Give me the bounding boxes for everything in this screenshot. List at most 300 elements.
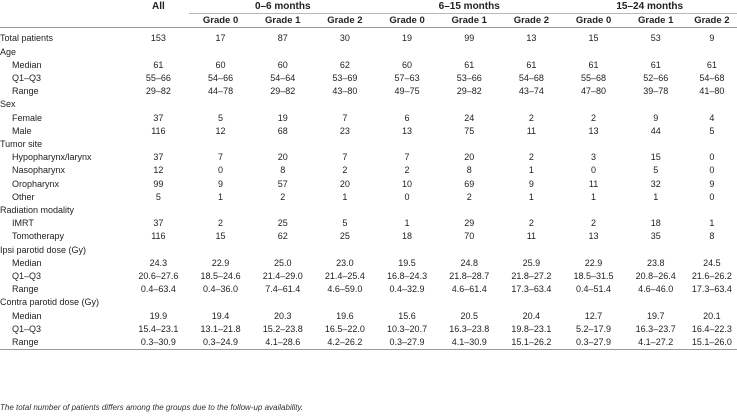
table-cell: 1 <box>218 191 224 202</box>
table-cell <box>625 138 687 151</box>
table-cell: 60 <box>277 59 288 70</box>
table-cell: 19 <box>277 112 288 123</box>
table-cell <box>438 204 500 217</box>
table-cell: 61 <box>588 59 599 70</box>
table-row <box>0 323 737 336</box>
row-sublabel: Other <box>12 191 35 202</box>
table-cell: 4.1–30.9 <box>438 336 500 350</box>
row-sublabel: Median <box>12 59 42 70</box>
table-cell <box>625 244 687 257</box>
table-cell: 1 <box>404 218 410 229</box>
row-label: Radiation modality <box>0 205 75 216</box>
table-cell <box>314 204 376 217</box>
table-cell: 0 <box>404 191 410 202</box>
table-cell: 24.8 <box>460 257 478 268</box>
table-cell: 4.1–27.2 <box>625 336 687 350</box>
table-cell: 0 <box>709 191 715 202</box>
table-cell: 0.4–63.4 <box>140 284 176 295</box>
table-row <box>0 59 737 72</box>
table-row <box>0 98 737 111</box>
table-cell <box>314 138 376 151</box>
table-cell: 13 <box>526 33 537 44</box>
table-cell: 15.1–26.2 <box>500 336 562 350</box>
header-row-grades <box>0 14 737 28</box>
table-cell: 12 <box>215 125 226 136</box>
row-sublabel: Nasopharynx <box>12 165 66 176</box>
table-cell: 5 <box>709 125 715 136</box>
table-cell: 12.7 <box>584 310 603 321</box>
header-group-15-24: 15–24 months <box>562 0 737 14</box>
table-cell: 43–80 <box>332 86 358 97</box>
table-cell: 2 <box>528 112 534 123</box>
table-row <box>0 125 737 138</box>
table-cell: 5 <box>155 191 161 202</box>
table-cell: 7.4–61.4 <box>265 284 301 295</box>
table-cell: 9 <box>709 178 715 189</box>
table-cell: 0.3–27.9 <box>562 336 624 350</box>
row-sublabel: Q1–Q3 <box>12 323 42 334</box>
table-cell: 4.6–46.0 <box>638 284 674 295</box>
table-cell <box>562 296 624 309</box>
row-sublabel: Oropharynx <box>12 178 60 189</box>
table-row <box>0 296 737 309</box>
table-cell: 19.6 <box>336 310 354 321</box>
table-cell: 8 <box>709 231 715 242</box>
table-cell: 15.6 <box>398 310 416 321</box>
table-cell: 2 <box>342 165 348 176</box>
table-cell: 16.3–23.8 <box>449 323 490 334</box>
table-cell: 25 <box>339 231 350 242</box>
table-cell <box>687 296 737 309</box>
table-cell <box>314 296 376 309</box>
table-cell: 20.4 <box>522 310 541 321</box>
table-cell <box>687 98 737 111</box>
table-cell <box>500 98 562 111</box>
row-label: Tumor site <box>0 139 43 150</box>
table-cell <box>438 296 500 309</box>
table-body <box>0 28 737 350</box>
table-cell: 7 <box>404 152 410 163</box>
table-cell: 2 <box>591 112 597 123</box>
header-grade: Grade 2 <box>687 14 737 28</box>
table-cell: 5.2–17.9 <box>576 323 612 334</box>
table-cell <box>376 98 438 111</box>
table-cell: 11 <box>526 125 537 136</box>
table-row <box>0 72 737 85</box>
table-cell <box>376 138 438 151</box>
table-cell: 7 <box>218 152 224 163</box>
table-row <box>0 204 737 217</box>
table-cell: 1 <box>591 191 597 202</box>
table-cell <box>127 46 189 59</box>
table-cell: 3 <box>591 152 597 163</box>
table-cell: 15 <box>650 152 661 163</box>
row-label: Ipsi parotid dose (Gy) <box>0 244 87 255</box>
row-sublabel: IMRT <box>12 218 34 229</box>
table-cell: 19 <box>402 33 413 44</box>
table-cell: 18 <box>402 231 413 242</box>
table-cell: 20 <box>277 152 288 163</box>
table-cell: 9 <box>528 178 534 189</box>
table-cell: 116 <box>151 125 166 136</box>
table-cell: 16.8–24.3 <box>387 271 428 282</box>
table-row <box>0 28 737 46</box>
table-cell <box>127 204 189 217</box>
header-grade: Grade 0 <box>189 14 251 28</box>
table-cell: 4.6–61.4 <box>451 284 487 295</box>
table-cell: 19.7 <box>646 310 665 321</box>
table-cell: 19.4 <box>211 310 230 321</box>
row-label: Age <box>0 46 17 57</box>
table-cell: 61 <box>526 59 537 70</box>
table-cell: 13.1–21.8 <box>200 323 241 334</box>
table-cell: 61 <box>153 59 164 70</box>
table-cell: 75 <box>464 125 475 136</box>
table-cell: 1 <box>653 191 659 202</box>
table-cell: 7 <box>342 152 348 163</box>
table-cell: 0.3–24.9 <box>189 336 251 350</box>
table-cell: 5 <box>218 112 224 123</box>
table-cell: 21.4–25.4 <box>324 271 365 282</box>
table-cell: 8 <box>280 165 286 176</box>
table-cell: 39–78 <box>643 86 669 97</box>
table-cell: 53 <box>650 33 661 44</box>
header-grade: Grade 0 <box>562 14 624 28</box>
table-cell <box>252 244 314 257</box>
table-cell: 10.3–20.7 <box>387 323 428 334</box>
table-cell: 2 <box>218 218 224 229</box>
table-cell <box>252 296 314 309</box>
table-cell <box>438 98 500 111</box>
table-cell <box>376 244 438 257</box>
table-row <box>0 46 737 59</box>
table-cell <box>562 244 624 257</box>
table-cell: 18.5–24.6 <box>200 271 241 282</box>
table-cell <box>127 244 189 257</box>
table-cell: 1 <box>528 165 534 176</box>
table-cell: 37 <box>153 218 164 229</box>
table-cell: 49–75 <box>394 86 420 97</box>
table-cell: 55–66 <box>145 73 171 84</box>
table-cell: 11 <box>588 178 599 189</box>
table-cell: 11 <box>526 231 537 242</box>
table-cell <box>687 138 737 151</box>
header-blank <box>0 0 127 14</box>
table-row <box>0 230 737 243</box>
table-cell: 12 <box>153 165 164 176</box>
table-cell: 16.3–23.7 <box>635 323 676 334</box>
table-cell: 153 <box>150 33 166 44</box>
table-cell: 55–68 <box>581 73 607 84</box>
table-cell: 0.3–30.9 <box>127 336 189 350</box>
table-cell: 20.3 <box>273 310 292 321</box>
table-row <box>0 164 737 177</box>
header-blank <box>0 14 127 28</box>
table-cell: 62 <box>277 231 288 242</box>
header-blank <box>127 14 189 28</box>
row-label: Contra parotid dose (Gy) <box>0 297 100 308</box>
table-row <box>0 178 737 191</box>
table-cell: 29–82 <box>456 86 482 97</box>
table-cell: 0.4–51.4 <box>576 284 612 295</box>
header-group-0-6: 0–6 months <box>189 0 376 14</box>
table-cell: 54–66 <box>208 73 234 84</box>
row-label: Sex <box>0 99 16 110</box>
table-cell: 25 <box>277 218 288 229</box>
table-cell: 2 <box>466 191 472 202</box>
table-cell: 16.4–22.3 <box>691 323 732 334</box>
table-cell <box>189 46 251 59</box>
table-cell: 22.9 <box>211 257 230 268</box>
table-cell: 21.4–29.0 <box>262 271 303 282</box>
table-cell: 17 <box>215 33 226 44</box>
table-cell: 10 <box>402 178 413 189</box>
table-cell: 29 <box>464 218 475 229</box>
table-cell: 13 <box>588 125 599 136</box>
header-grade: Grade 0 <box>376 14 438 28</box>
table-row <box>0 310 737 323</box>
table-cell: 29–82 <box>270 86 296 97</box>
table-row <box>0 336 737 350</box>
table-cell: 61 <box>706 59 717 70</box>
table-cell: 22.9 <box>584 257 603 268</box>
table-cell: 30 <box>339 33 350 44</box>
table-cell <box>189 296 251 309</box>
table-cell <box>189 244 251 257</box>
table-cell: 68 <box>277 125 288 136</box>
table-cell: 54–68 <box>699 73 725 84</box>
table-cell: 5 <box>653 165 659 176</box>
table-row <box>0 85 737 98</box>
table-cell <box>314 98 376 111</box>
table-cell: 15.2–23.8 <box>262 323 303 334</box>
table-cell: 1 <box>342 191 348 202</box>
table-cell: 2 <box>528 218 534 229</box>
table-cell: 44 <box>650 125 661 136</box>
table-cell: 60 <box>215 59 226 70</box>
table-cell: 2 <box>591 218 597 229</box>
table-cell <box>314 46 376 59</box>
table-cell: 44–78 <box>208 86 234 97</box>
table-cell: 0 <box>218 165 224 176</box>
header-grade: Grade 2 <box>314 14 376 28</box>
row-sublabel: Hypopharynx/larynx <box>12 152 92 163</box>
table-cell: 4.6–59.0 <box>327 284 363 295</box>
row-label: Total patients <box>0 33 54 44</box>
table-cell: 6 <box>404 112 410 123</box>
table-cell <box>252 138 314 151</box>
table-cell <box>625 296 687 309</box>
table-cell: 99 <box>464 33 475 44</box>
row-sublabel: Median <box>12 310 42 321</box>
table-cell <box>562 98 624 111</box>
table-cell: 17.3–63.4 <box>511 284 552 295</box>
table-cell: 35 <box>650 231 661 242</box>
table-cell: 5 <box>342 218 348 229</box>
table-cell: 116 <box>151 231 166 242</box>
header-row-groups <box>0 0 737 14</box>
row-sublabel: Range <box>12 86 39 97</box>
table-cell <box>189 138 251 151</box>
table-cell: 1 <box>528 191 534 202</box>
table-cell: 4.1–28.6 <box>252 336 314 350</box>
table-cell: 21.8–28.7 <box>449 271 490 282</box>
table-cell: 24.5 <box>703 257 721 268</box>
table-cell: 15 <box>215 231 226 242</box>
table-cell <box>376 296 438 309</box>
table-cell <box>127 296 189 309</box>
table-cell: 0.4–36.0 <box>203 284 239 295</box>
table-cell: 0 <box>709 165 715 176</box>
table-cell: 53–69 <box>332 73 358 84</box>
table-cell <box>252 46 314 59</box>
table-cell: 16.5–22.0 <box>324 323 365 334</box>
table-cell: 99 <box>153 178 164 189</box>
table-cell: 47–80 <box>581 86 607 97</box>
table-cell: 13 <box>402 125 413 136</box>
table-cell <box>500 204 562 217</box>
table-cell: 1 <box>709 218 715 229</box>
table-cell <box>376 46 438 59</box>
table-cell: 61 <box>650 59 661 70</box>
table-cell: 9 <box>218 178 224 189</box>
row-sublabel: Q1–Q3 <box>12 271 42 282</box>
table-cell: 17.3–63.4 <box>691 284 732 295</box>
table-cell: 32 <box>650 178 661 189</box>
table-cell: 37 <box>153 112 164 123</box>
row-sublabel: Male <box>12 125 32 136</box>
row-sublabel: Q1–Q3 <box>12 73 42 84</box>
header-grade: Grade 1 <box>252 14 314 28</box>
table-cell: 19.5 <box>398 257 416 268</box>
table-row <box>0 270 737 283</box>
table-cell: 2 <box>528 152 534 163</box>
table-row <box>0 217 737 230</box>
table-cell: 15.1–26.0 <box>687 336 737 350</box>
table-cell: 4 <box>709 112 715 123</box>
table-cell: 54–68 <box>518 73 544 84</box>
table-cell: 23 <box>339 125 350 136</box>
table-cell <box>189 98 251 111</box>
table-cell: 18.5–31.5 <box>573 271 614 282</box>
table-cell: 15.4–23.1 <box>138 323 179 334</box>
table-row <box>0 257 737 270</box>
table-cell: 18 <box>650 218 661 229</box>
table-cell <box>438 46 500 59</box>
table-cell: 41–80 <box>699 86 725 97</box>
table-row <box>0 283 737 296</box>
table-cell <box>625 98 687 111</box>
table-cell <box>500 296 562 309</box>
table-cell <box>189 204 251 217</box>
table-cell: 37 <box>153 152 164 163</box>
table-cell: 15 <box>588 33 599 44</box>
table-cell: 54–64 <box>270 73 296 84</box>
table-row <box>0 244 737 257</box>
table-cell <box>687 204 737 217</box>
table-cell: 23.8 <box>646 257 665 268</box>
header-grade: Grade 1 <box>438 14 500 28</box>
table-cell <box>562 204 624 217</box>
table-cell: 20 <box>464 152 475 163</box>
table-cell: 0 <box>709 152 715 163</box>
table-row <box>0 191 737 204</box>
table-cell: 0.3–27.9 <box>376 336 438 350</box>
table-cell: 20.6–27.6 <box>138 271 179 282</box>
table-cell: 20 <box>339 178 350 189</box>
table-cell: 2 <box>280 191 286 202</box>
row-sublabel: Female <box>12 112 43 123</box>
header-group-6-15: 6–15 months <box>376 0 562 14</box>
table-cell: 24.3 <box>149 257 168 268</box>
table-cell: 7 <box>342 112 348 123</box>
row-sublabel: Median <box>12 257 42 268</box>
table-cell: 0.4–32.9 <box>389 284 425 295</box>
table-cell: 8 <box>466 165 472 176</box>
table-cell: 43–74 <box>518 86 544 97</box>
table-cell <box>500 244 562 257</box>
table-cell: 60 <box>402 59 413 70</box>
header-grade: Grade 2 <box>500 14 562 28</box>
table-cell <box>127 98 189 111</box>
table-cell: 4.2–26.2 <box>314 336 376 350</box>
table-cell: 52–66 <box>643 73 669 84</box>
table-cell: 61 <box>464 59 475 70</box>
table-cell: 24 <box>464 112 475 123</box>
header-all: All <box>152 1 165 13</box>
table-cell: 2 <box>404 165 410 176</box>
table-cell <box>127 138 189 151</box>
row-sublabel: Tomotherapy <box>12 231 65 242</box>
header-grade: Grade 1 <box>625 14 687 28</box>
table-cell <box>625 46 687 59</box>
table-cell: 25.9 <box>522 257 541 268</box>
table-cell: 69 <box>464 178 475 189</box>
table-cell: 19.9 <box>149 310 168 321</box>
table-cell: 9 <box>653 112 659 123</box>
table-row <box>0 151 737 164</box>
table-cell: 0 <box>591 165 597 176</box>
row-sublabel: Range <box>0 336 127 350</box>
table-cell: 19.8–23.1 <box>511 323 552 334</box>
table-row <box>0 112 737 125</box>
row-sublabel: Range <box>12 284 39 295</box>
table-cell: 21.8–27.2 <box>511 271 552 282</box>
table-cell <box>625 204 687 217</box>
table-cell <box>252 204 314 217</box>
table-cell: 29–82 <box>145 86 171 97</box>
table-cell: 20.8–26.4 <box>635 271 676 282</box>
table-cell <box>438 244 500 257</box>
table-cell <box>687 46 737 59</box>
table-cell <box>687 244 737 257</box>
table-cell <box>314 244 376 257</box>
table-cell: 20.5 <box>460 310 478 321</box>
table-cell <box>438 138 500 151</box>
table-cell <box>500 138 562 151</box>
table-cell: 70 <box>464 231 475 242</box>
footnote: The total number of patients differs among the groups due to the follow-up availability. <box>0 403 304 412</box>
table-cell <box>500 46 562 59</box>
table-cell <box>252 98 314 111</box>
table-cell: 20.1 <box>703 310 721 321</box>
table-cell: 57 <box>277 178 288 189</box>
table-cell: 21.6–26.2 <box>691 271 732 282</box>
table-cell: 13 <box>588 231 599 242</box>
table-cell: 87 <box>277 33 288 44</box>
table-cell: 53–66 <box>456 73 482 84</box>
table-cell <box>376 204 438 217</box>
